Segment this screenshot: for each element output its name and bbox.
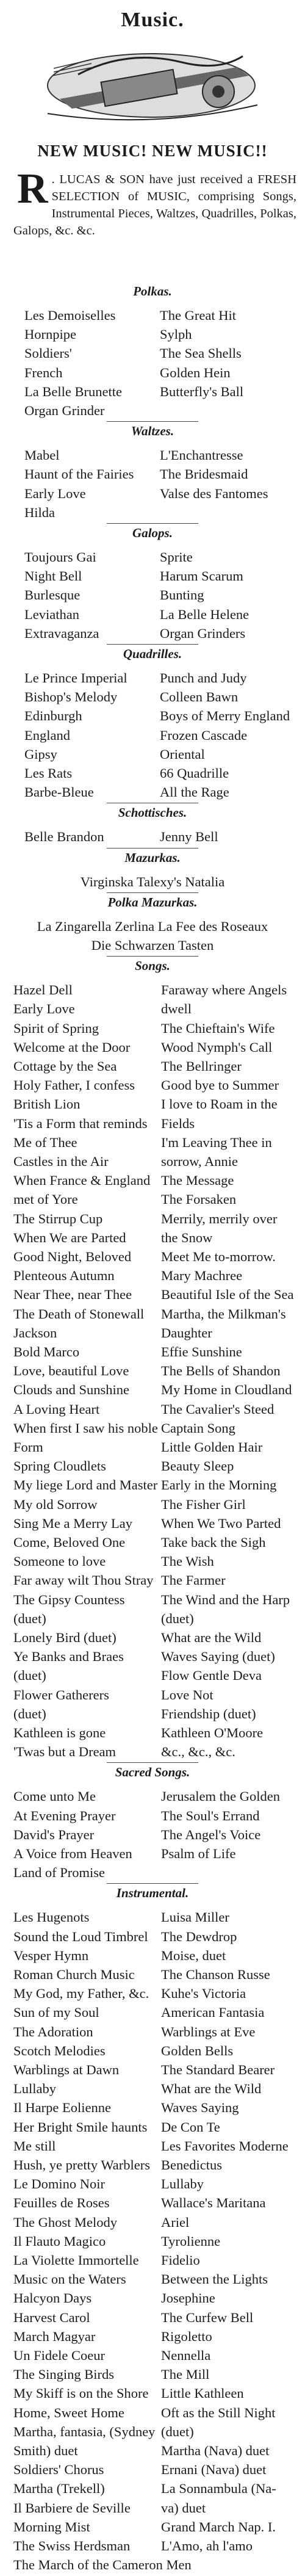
listing-title-left: Spring Cloudlets: [13, 1458, 106, 1474]
listing-title: Die Schwarzen Tasten: [91, 938, 214, 953]
listing-title-right: La Belle Helene: [160, 606, 249, 622]
listing-title-right: Little Golden Hair: [161, 1439, 263, 1455]
listing-title-right: Harum Scarum: [160, 568, 243, 584]
listing-title-left: Il Flauto Magico: [13, 2233, 106, 2249]
listing-title-left: Un Fidele Coeur: [13, 2348, 105, 2363]
listing-title-left: Night Bell: [24, 568, 82, 584]
listing-title-left: Plenteous Autumn: [13, 1268, 115, 1284]
listing-title-right: sorrow, Annie: [161, 1154, 239, 1169]
listing-title-left: Love, beautiful Love: [13, 1363, 129, 1379]
drop-cap: R: [17, 165, 48, 212]
listing-title-left: Holy Father, I confess: [13, 1077, 135, 1093]
listing-title-left: Me still: [13, 2138, 56, 2154]
listing-title-right: Frozen Cascade: [160, 727, 248, 743]
listing-title: La Zingarella Zerlina La Fee des Roseaux: [37, 918, 268, 934]
listing-title: Virginska Talexy's Natalia: [80, 874, 225, 889]
instruments-engraving: [35, 38, 270, 123]
listing-title-right: Warblings at Eve: [161, 2024, 256, 2039]
listing-title-left: Hornpipe: [24, 327, 76, 342]
listing-title-left: Come, Beloved One: [13, 1535, 126, 1550]
listing-title-right: The Chieftain's Wife: [161, 1020, 275, 1036]
listing-title-right: The Message: [161, 1173, 234, 1189]
listing-title-right: Kathleen O'Moore: [161, 1725, 264, 1740]
section-title: Songs.: [135, 958, 170, 974]
listing-title-right: (duet): [161, 1610, 194, 1626]
section-title: Instrumental.: [116, 1886, 189, 1901]
listing-title-right: The Soul's Errand: [161, 1807, 260, 1823]
listing-title-right: My Home in Cloudland: [161, 1382, 292, 1398]
listing-title-right: dwell: [161, 1001, 192, 1017]
listing-title-right: Tyrolienne: [161, 2233, 221, 2249]
listing-title-left: The Adoration: [13, 2024, 93, 2039]
listing-title-right: Waves Saying (duet): [161, 1649, 275, 1665]
listing-title-right: Waves Saying: [161, 2100, 239, 2116]
listing-title-right: Kuhe's Victoria: [161, 1986, 246, 2002]
listing-title-left: Les Hugenots: [13, 1909, 90, 1925]
listing-title-right: The Bridesmaid: [160, 466, 248, 482]
listing-title-left: At Evening Prayer: [13, 1807, 116, 1823]
listing-title-right: Luisa Miller: [161, 1909, 229, 1925]
listing-title-right: Meet Me to-morrow.: [161, 1249, 276, 1264]
listing-title-left: Hilda: [24, 504, 55, 520]
listing-title-left: The Singing Birds: [13, 2367, 115, 2382]
listing-title-right: The Bells of Shandon: [161, 1363, 281, 1379]
listing-title-right: Les Favorites Moderne: [161, 2138, 289, 2154]
listing-title-left: (duet): [13, 1706, 46, 1721]
listing-title-right: Captain Song: [161, 1420, 235, 1436]
listing-title-right: Fidelio: [161, 2252, 200, 2268]
listing-title-left: The Gipsy Countess: [13, 1591, 125, 1607]
listing-title-right: the Snow: [161, 1229, 213, 1245]
listing-title-right: Faraway where Angels: [161, 982, 287, 998]
listing-title-left: Sound the Loud Timbrel: [13, 1928, 148, 1944]
listing-title-right: Bunting: [160, 587, 204, 603]
listing-title-right: The Forsaken: [161, 1192, 237, 1207]
listing-title-right: La Sonnambula (Na-: [161, 2481, 276, 2497]
listing-title-left: 'Tis a Form that reminds: [13, 1115, 148, 1131]
section-divider: [107, 956, 198, 957]
listing-title-right: Good bye to Summer: [161, 1077, 279, 1093]
listing-title-right: Punch and Judy: [160, 670, 247, 686]
section-title: Mazurkas.: [124, 850, 181, 865]
listing-title-left: Toujours Gai: [24, 549, 96, 565]
listing-title-left: Gipsy: [24, 746, 57, 762]
listing-title-left: Bishop's Melody: [24, 689, 118, 705]
listing-title-left: The Stirrup Cup: [13, 1210, 103, 1226]
listing-title-left: Warblings at Dawn: [13, 2062, 120, 2077]
listing-title-left: French: [24, 364, 63, 380]
listing-title-right: Benedictus: [161, 2157, 222, 2173]
listing-title-left: When We are Parted: [13, 1229, 126, 1245]
listing-title-left: Kathleen is gone: [13, 1725, 106, 1740]
listing-title-left: Scotch Melodies: [13, 2042, 106, 2058]
listing-title-left: Someone to love: [13, 1554, 106, 1569]
listing-title-left: Form: [13, 1439, 43, 1455]
masthead: [0, 0, 305, 153]
listing-title-left: Far away wilt Thou Stray: [13, 1572, 154, 1588]
listing-title-left: Sing Me a Merry Lay: [13, 1515, 132, 1531]
listing-title-right: Daughter: [161, 1325, 212, 1340]
listing-title-right: Jenny Bell: [160, 829, 218, 845]
listing-title-right: Martha (Nava) duet: [161, 2443, 270, 2458]
listing-title-left: David's Prayer: [13, 1826, 95, 1842]
listing-title-right: The Farmer: [161, 1572, 226, 1588]
listing-title-left: The Death of Stonewall: [13, 1306, 145, 1322]
listing-title-right: L'Enchantresse: [160, 447, 243, 463]
listing-row: [0, 502, 305, 524]
listing-title-left: Her Bright Smile haunts: [13, 2119, 148, 2135]
listing-title-right: The Standard Bearer: [161, 2062, 275, 2077]
listing-title-right: The Wind and the Harp: [161, 1591, 290, 1607]
listing-title-left: My liege Lord and Master: [13, 1477, 158, 1493]
listing-title-right: The Chanson Russe: [161, 1967, 270, 1982]
masthead-title: Music.: [121, 9, 184, 31]
intro-paragraph: [13, 165, 296, 239]
listing-title-right: Merrily, merrily over: [161, 1210, 278, 1226]
section-divider: [107, 1883, 198, 1884]
listing-title-right: The Dewdrop: [161, 1928, 237, 1944]
listing-title-left: Spirit of Spring: [13, 1020, 99, 1036]
listing-title-left: Mabel: [24, 447, 60, 463]
listing-title-right: The Angel's Voice: [161, 1826, 261, 1842]
listing-title-left: Martha (Trekell): [13, 2481, 105, 2497]
listing-title-right: Colleen Bawn: [160, 689, 239, 705]
listing-row: [0, 1862, 305, 1884]
listing-title-left: Clouds and Sunshine: [13, 1382, 130, 1398]
listing-title-right: Flow Gentle Deva: [161, 1668, 262, 1684]
listing-title-left: My God, my Father, &c.: [13, 1986, 149, 2002]
listing-title-left: England: [24, 727, 70, 743]
listing-title-right: Oft as the Still Night: [161, 2404, 276, 2420]
listing-title-right: Wallace's Maritana: [161, 2195, 266, 2211]
listing-title-left: Hush, ye pretty Warblers: [13, 2157, 150, 2173]
listing-title-left: Harvest Carol: [13, 2309, 90, 2325]
listing-title-right: Beauty Sleep: [161, 1458, 234, 1474]
listing-title-left: Soldiers' Chorus: [13, 2462, 104, 2478]
listing-title-left: Come unto Me: [13, 1789, 96, 1804]
section-title: Galops.: [132, 526, 173, 540]
listing-title-left: My Skiff is on the Shore: [13, 2386, 149, 2401]
listing-title-right: The Mill: [161, 2367, 210, 2382]
listing-title-left: Le Domino Noir: [13, 2176, 105, 2192]
listing-title-left: Barbe-Bleue: [24, 784, 94, 800]
listing-title-right: Boys of Merry England: [160, 708, 290, 724]
listing-title-left: Bold Marco: [13, 1344, 80, 1359]
listing-row: [0, 781, 305, 803]
listing-title-left: Haunt of the Fairies: [24, 466, 134, 482]
section-divider: [107, 421, 198, 422]
listing-title-right: Moise, duet: [161, 1947, 226, 1963]
listing-title-left: (duet): [13, 1610, 46, 1626]
listing-title-left: Leviathan: [24, 606, 79, 622]
listing-title-right: I'm Leaving Thee in: [161, 1134, 272, 1150]
listing-title-left: Burlesque: [24, 587, 81, 603]
listing-title-right: Sprite: [160, 549, 193, 565]
listing-title-left: Cottage by the Sea: [13, 1058, 117, 1074]
listing-title-left: Early Love: [24, 485, 86, 501]
listing-title-right: Love Not: [161, 1687, 214, 1702]
listing-title-right: Lullaby: [161, 2176, 204, 2192]
listing-title-right: Organ Grinders: [160, 625, 246, 641]
listing-title-left: (duet): [13, 1668, 46, 1684]
section-title: Polka Mazurkas.: [107, 894, 198, 910]
section-title: Schottisches.: [118, 805, 187, 820]
section-divider: [107, 523, 198, 524]
listing-row: [0, 2554, 305, 2576]
listing-title-left: A Voice from Heaven: [13, 1846, 132, 1861]
listing-row: [0, 1741, 305, 1763]
listing-title-right: va) duet: [161, 2500, 206, 2516]
listing-title-right: Fields: [161, 1115, 195, 1131]
listing-title-right: Ariel: [161, 2214, 190, 2230]
listing-title-left: Morning Mist: [13, 2519, 90, 2534]
listing-title-left: March Magyar: [13, 2328, 96, 2344]
listing-title-right: Mary Machree: [161, 1268, 243, 1284]
listing-title-left: Near Thee, near Thee: [13, 1287, 132, 1303]
listing-title-left: Home, Sweet Home: [13, 2404, 124, 2420]
listing-title-right: &c., &c., &c.: [161, 1744, 235, 1760]
listing-title-right: 66 Quadrille: [160, 765, 229, 781]
listing-title-right: The Great Hit: [160, 308, 236, 323]
listing-title-left: Sun of my Soul: [13, 2005, 99, 2021]
listing-title-right: Golden Hein: [160, 364, 231, 380]
listing-title-right: Golden Bells: [161, 2042, 234, 2058]
listing-title-left: British Lion: [13, 1096, 81, 1112]
listing-title-left: met of Yore: [13, 1192, 78, 1207]
listing-title-left: 'Twas but a Dream: [13, 1744, 117, 1760]
listing-title-right: Little Kathleen: [161, 2386, 244, 2401]
listing-title-right: Early in the Morning: [161, 1477, 277, 1493]
listing-title-right: The Fisher Girl: [161, 1496, 246, 1512]
listing-title-left: La Violette Immortelle: [13, 2252, 139, 2268]
listing-title-right: What are the Wild: [161, 2081, 262, 2097]
listing-title-left: A Loving Heart: [13, 1401, 100, 1417]
listing-title-left: Ye Banks and Braes: [13, 1649, 124, 1665]
listing-title-right: Beautiful Isle of the Sea: [161, 1287, 294, 1303]
listing-row: [0, 871, 305, 893]
section-title: Sacred Songs.: [115, 1765, 190, 1780]
section-divider: [107, 1762, 198, 1763]
listing-title-right: Grand March Nap. I.: [161, 2519, 276, 2534]
listing-row: [0, 400, 305, 422]
listing-title-left: Early Love: [13, 1001, 75, 1017]
listing-title-right: Sylph: [160, 327, 192, 342]
listing-title-right: Oriental: [160, 746, 205, 762]
listing-title-left: Roman Church Music: [13, 1967, 135, 1982]
listing-row: [0, 935, 305, 957]
listing-title-left: Edinburgh: [24, 708, 82, 724]
listing-title-right: De Con Te: [161, 2119, 220, 2135]
listing-title-left: Extravaganza: [24, 625, 99, 641]
listing-title-left: Welcome at the Door: [13, 1039, 131, 1055]
listing-title-left: Soldiers': [24, 346, 72, 361]
listing-title-left: Le Prince Imperial: [24, 670, 127, 686]
listing-title-right: American Fantasia: [161, 2005, 265, 2021]
listing-title-left: Castles in the Air: [13, 1154, 109, 1169]
listing-title-left: Lullaby: [13, 2081, 56, 2097]
listing-title-right: Friendship (duet): [161, 1706, 256, 1721]
listing-title-left: When France & England: [13, 1173, 151, 1189]
listing-title-left: Il Harpe Eolienne: [13, 2100, 111, 2116]
listing-title-right: Josephine: [161, 2290, 215, 2306]
listing-title-right: The Sea Shells: [160, 346, 242, 361]
listing-title-right: All the Rage: [160, 784, 229, 800]
listing-title-left: Hazel Dell: [13, 982, 73, 998]
listing-title-right: When We Two Parted: [161, 1515, 281, 1531]
listing-title-right: The Cavalier's Steed: [161, 1401, 274, 1417]
listing-row: [0, 623, 305, 645]
listing-row: [0, 826, 305, 848]
listing-title-right: The Curfew Bell: [161, 2309, 254, 2325]
listing-title-right: Between the Lights: [161, 2271, 268, 2287]
listing-title-left: Lonely Bird (duet): [13, 1630, 117, 1645]
listing-title-right: Rigoletto: [161, 2328, 212, 2344]
listing-title-left: My old Sorrow: [13, 1496, 98, 1512]
listing-title-left: Flower Gatherers: [13, 1687, 109, 1702]
listing-title-left: Martha, fantasia, (Sydney: [13, 2423, 156, 2439]
listing-title-right: Ernani (Nava) duet: [161, 2462, 267, 2478]
listing-title-right: Valse des Fantomes: [160, 485, 268, 501]
section-title: Quadrilles.: [123, 646, 182, 661]
listing-title-left: Les Rats: [24, 765, 73, 781]
headline: NEW MUSIC! NEW MUSIC!!: [37, 142, 268, 160]
listing-title-left: Organ Grinder: [24, 403, 105, 418]
listing-title-left: The Ghost Melody: [13, 2214, 117, 2230]
listing-title-left: Good Night, Beloved: [13, 1249, 132, 1264]
listing-title-left: The March of the Cameron Men: [13, 2557, 192, 2573]
listing-title-right: Nennella: [161, 2348, 211, 2363]
section-title: Waltzes.: [131, 424, 174, 439]
listing-title-left: The Swiss Herdsman: [13, 2538, 131, 2553]
listing-title-left: Halcyon Days: [13, 2290, 92, 2306]
listing-title-left: Jackson: [13, 1325, 57, 1340]
listing-title-right: Martha, the Milkman's: [161, 1306, 286, 1322]
listing-title-right: Butterfly's Ball: [160, 383, 244, 399]
section-title: Polkas.: [133, 284, 172, 298]
listing-title-right: Take back the Sigh: [161, 1535, 266, 1550]
listing-title-right: Psalm of Life: [161, 1846, 236, 1861]
listing-title-left: Smith) duet: [13, 2443, 78, 2458]
listing-title-right: What are the Wild: [161, 1630, 262, 1645]
listing-title-right: The Wish: [161, 1554, 214, 1569]
listing-title-left: Vesper Hymn: [13, 1947, 89, 1963]
listing-title-right: (duet): [161, 2423, 194, 2439]
listing-title-right: Wood Nymph's Call: [161, 1039, 273, 1055]
listing-title-left: Land of Promise: [13, 1865, 105, 1881]
listing-title-left: Music on the Waters: [13, 2271, 126, 2287]
section-divider: [107, 644, 198, 645]
listing-title-left: When first I saw his noble: [13, 1420, 158, 1436]
listing-title-left: Les Demoiselles: [24, 308, 116, 323]
listing-title-right: The Bellringer: [161, 1058, 242, 1074]
listing-title-right: Jerusalem the Golden: [161, 1789, 280, 1804]
intro-text: . LUCAS & SON have just received a FRESH SELECTION of MUSIC, comprising Songs, Instrumental Pieces, Waltzes, Quadrilles, Polkas, Galops, &c. &c.: [13, 173, 296, 237]
listing-title-right: Effie Sunshine: [161, 1344, 242, 1359]
section-divider: [107, 892, 198, 893]
listing-title-left: La Belle Brunette: [24, 383, 122, 399]
listing-title-left: Belle Brandon: [24, 829, 104, 845]
listing-title-right: I love to Roam in the: [161, 1096, 278, 1112]
listing-title-left: Il Barbiere de Seville: [13, 2500, 131, 2516]
listing-title-left: Feuilles de Roses: [13, 2195, 110, 2211]
listing-title-left: Me of Thee: [13, 1134, 77, 1150]
listing-title-right: L'Amo, ah l'amo: [161, 2538, 253, 2553]
